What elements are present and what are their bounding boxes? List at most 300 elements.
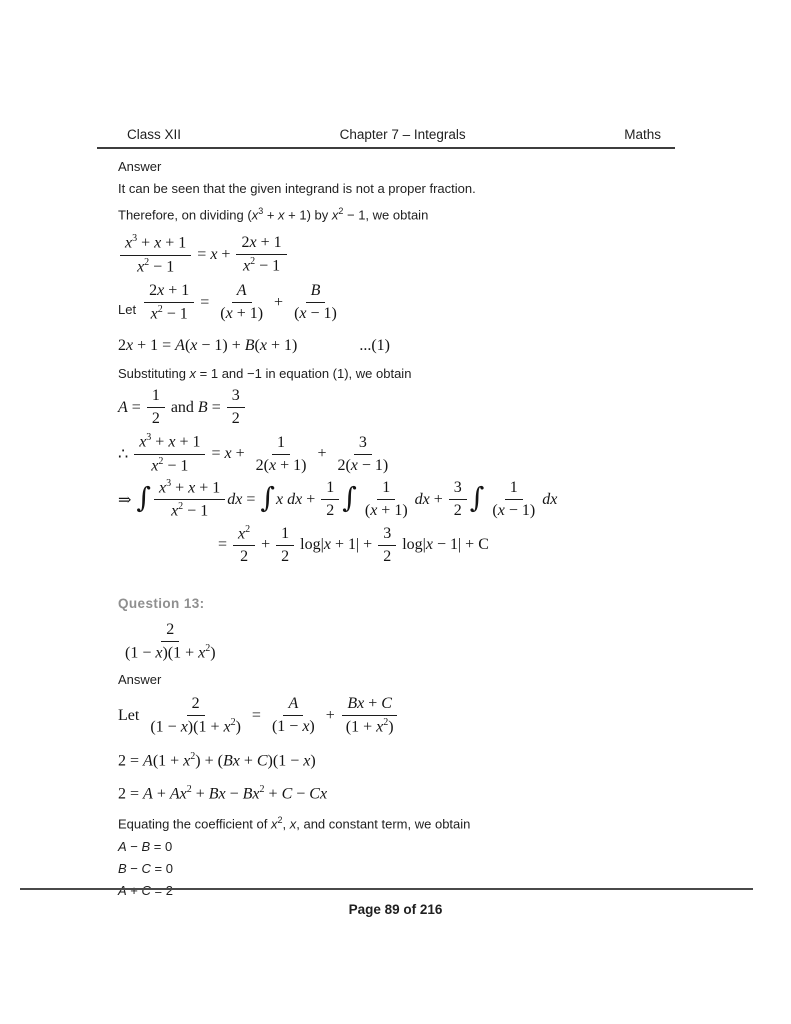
header-class-label: Class XII — [127, 127, 182, 142]
fraction — [120, 233, 191, 277]
text-run: + — [217, 246, 235, 264]
fraction-denominator — [166, 500, 213, 521]
text-run: x — [331, 207, 339, 223]
fraction-denominator — [238, 255, 285, 276]
text-run: (1 + — [345, 718, 377, 736]
text-run: 2 — [383, 547, 392, 565]
text-run: x — [223, 718, 231, 736]
text-run: + 1 — [161, 234, 187, 252]
text-run: + 1) by — [284, 207, 332, 223]
text-run: − 1 — [183, 502, 209, 520]
fraction-denominator — [147, 408, 165, 429]
question-13-heading: Question 13: — [118, 595, 205, 611]
text-run: ⇒ — [118, 491, 136, 509]
text-run: A — [175, 337, 185, 355]
text-run: = — [196, 293, 214, 311]
text-run: x — [139, 433, 147, 451]
text-run: ∴ — [118, 446, 133, 464]
fraction — [267, 694, 320, 737]
text-run: x — [154, 234, 162, 252]
integral-icon: ∫ — [136, 480, 151, 514]
text-run: ( — [220, 305, 226, 323]
text-run: 2 — [231, 410, 240, 428]
text-run: ( — [294, 305, 300, 323]
superscript: 2 — [178, 501, 184, 513]
text-run: x — [155, 644, 163, 662]
text-run: x — [125, 234, 133, 252]
fraction-denominator — [146, 303, 193, 324]
fraction-numerator — [147, 386, 165, 408]
fraction-numerator — [236, 233, 286, 255]
text-run: 2 — [149, 281, 158, 299]
text-run: x — [151, 456, 159, 474]
text-run: Cx — [309, 785, 328, 803]
math-run — [118, 744, 316, 774]
text-run: 2 — [240, 547, 249, 565]
fraction-denominator — [276, 546, 294, 567]
text-run: B — [197, 398, 208, 416]
superscript: 2 — [157, 303, 163, 315]
equation-partial-fractions-row — [118, 281, 680, 324]
text-run: = — [247, 706, 265, 724]
text-run: C — [381, 695, 392, 713]
text-run: )(1 − — [267, 751, 304, 769]
fraction-numerator — [283, 694, 303, 716]
fraction — [145, 694, 246, 737]
text-run: x — [188, 479, 196, 497]
math-run — [415, 491, 447, 509]
text-run: B — [118, 860, 127, 876]
text-run: 3 — [383, 524, 392, 542]
text-run: log| — [296, 536, 324, 554]
text-run: + — [302, 490, 320, 508]
text-run: )(1 + — [162, 644, 199, 662]
math-run — [207, 445, 248, 463]
text-run: x — [210, 246, 218, 264]
body-paragraph — [118, 363, 680, 385]
fraction-numerator — [272, 433, 290, 455]
text-run: A — [143, 785, 153, 803]
text-run: = — [218, 536, 232, 554]
text-run: Therefore, on dividing ( — [118, 207, 252, 223]
text-run: x — [350, 456, 358, 474]
text-run: A — [118, 398, 128, 416]
fraction-numerator — [187, 694, 205, 716]
text-run: A — [118, 882, 127, 898]
text-run: + — [126, 882, 142, 898]
text-run: x — [126, 337, 134, 355]
text-run: 3 — [358, 433, 367, 451]
fraction — [227, 386, 245, 429]
text-run: + — [429, 490, 447, 508]
fraction — [378, 524, 396, 567]
text-run: 2 — [151, 410, 160, 428]
superscript: 2 — [158, 455, 164, 467]
fraction-numerator — [306, 281, 326, 303]
text-run: Bx — [208, 785, 226, 803]
superscript: 2 — [259, 783, 265, 795]
text-run: x — [190, 337, 198, 355]
equation-a-b-values — [118, 386, 680, 429]
fraction — [332, 433, 393, 476]
fraction-denominator — [132, 256, 179, 277]
fraction-denominator — [145, 716, 246, 737]
text-run: B — [141, 838, 151, 854]
text-run: x — [157, 281, 165, 299]
fraction-denominator — [146, 455, 193, 476]
superscript: 3 — [258, 206, 264, 216]
math-run — [118, 707, 143, 725]
fraction-denominator — [251, 455, 312, 476]
text-run: x — [168, 433, 176, 451]
math-run — [398, 536, 489, 554]
fraction-denominator — [360, 500, 413, 521]
fraction-denominator — [449, 500, 467, 521]
equation-question-13-integrand — [118, 620, 680, 663]
fraction-numerator — [120, 233, 191, 255]
text-run: − 1 — [197, 337, 223, 355]
math-run — [193, 246, 234, 264]
text-run: + — [313, 445, 331, 463]
text-run: = 0 — [150, 860, 173, 876]
text-run: 1 — [277, 433, 286, 451]
text-run: + 1 — [195, 479, 221, 497]
text-run: (1 − — [271, 718, 303, 736]
text-run: + — [239, 751, 257, 769]
text-run: + — [151, 433, 169, 451]
text-run: ) — [210, 644, 216, 662]
math-run — [218, 536, 231, 554]
text-run: + — [321, 706, 339, 724]
fraction-numerator — [154, 478, 225, 500]
fraction-denominator — [378, 546, 396, 567]
fraction-numerator — [227, 386, 245, 408]
math-run — [118, 777, 327, 807]
text-run: ) — [235, 718, 241, 736]
fraction-numerator — [342, 694, 397, 716]
page-content — [118, 156, 680, 902]
text-run: + — [191, 785, 209, 803]
fraction — [289, 281, 342, 324]
text-run: , and constant term, we obtain — [296, 816, 471, 832]
fraction — [251, 433, 312, 476]
answer-label: Answer — [118, 159, 162, 174]
superscript: 2 — [190, 750, 196, 762]
equation-therefore-decomposition — [118, 432, 680, 476]
fraction-denominator — [289, 303, 342, 324]
text-run: Bx — [242, 785, 260, 803]
text-run: x — [171, 502, 179, 520]
text-run: + 1 = — [133, 337, 176, 355]
text-run: Let — [118, 706, 144, 724]
equation-q13-identity — [118, 744, 680, 774]
text-run: 1 — [326, 479, 335, 497]
header-chapter-title: Chapter 7 – Integrals — [339, 127, 466, 142]
text-run: = 0 — [150, 838, 173, 854]
fraction-numerator — [377, 478, 395, 500]
coefficient-equation-2 — [118, 858, 680, 880]
text-run: A — [236, 282, 247, 300]
math-run — [296, 536, 376, 554]
fraction — [360, 478, 413, 521]
fraction-denominator — [120, 642, 221, 663]
text-run: + — [257, 536, 275, 554]
text-run: x — [224, 445, 232, 463]
text-run: + 1 — [175, 433, 201, 451]
superscript: 2 — [144, 256, 150, 268]
text-run: 1 — [509, 479, 518, 497]
text-run: 2 — [326, 502, 335, 520]
text-run: − — [126, 860, 142, 876]
text-run: x — [180, 718, 188, 736]
text-run: log| — [398, 536, 426, 554]
let-label: Let — [118, 302, 137, 318]
text-run: 3 — [453, 479, 462, 497]
text-run: + 1) — [377, 502, 408, 520]
text-run: − 1, we obtain — [343, 207, 429, 223]
text-run: A — [118, 838, 127, 854]
text-run: 2( — [337, 456, 351, 474]
text-run: − 1| + C — [432, 536, 489, 554]
text-run: x — [497, 502, 505, 520]
page-header — [97, 127, 675, 149]
text-run: A — [143, 751, 153, 769]
equation-integral-expansion — [118, 478, 680, 522]
fraction-denominator — [321, 500, 339, 521]
fraction-denominator — [267, 716, 320, 737]
text-run: x — [425, 536, 433, 554]
math-run — [118, 399, 145, 417]
text-run: ) — [309, 718, 315, 736]
text-run: dx — [287, 490, 303, 508]
fraction — [321, 478, 339, 521]
text-run: ) — [388, 718, 394, 736]
text-run: = — [193, 246, 211, 264]
math-run — [118, 490, 135, 510]
text-run: x — [159, 479, 167, 497]
text-run: − 1) — [504, 502, 536, 520]
page-number: Page 89 of 216 — [348, 902, 443, 917]
text-run: C — [141, 882, 151, 898]
math-run — [248, 707, 265, 725]
text-run: Substituting — [118, 366, 190, 382]
fraction-denominator — [215, 303, 268, 324]
text-run: = 1 and −1 in equation (1), we obtain — [196, 366, 412, 382]
superscript: 2 — [383, 717, 389, 729]
text-run: 1 — [281, 524, 290, 542]
equation-division-result — [118, 233, 680, 277]
footer-divider — [20, 888, 753, 890]
text-run: − 1 — [255, 257, 281, 275]
fraction-numerator — [354, 433, 372, 455]
text-run: ...(1) — [359, 337, 390, 355]
fraction — [154, 478, 225, 522]
text-run: x — [268, 456, 277, 474]
text-run: x — [299, 305, 307, 323]
text-run: 1 — [151, 387, 160, 405]
text-run: Ax — [169, 785, 187, 803]
text-run: ) — [292, 337, 298, 355]
fraction — [215, 281, 268, 324]
text-run: ) + — [222, 337, 245, 355]
text-run: ( — [184, 337, 191, 355]
body-paragraph: It can be seen that the given integrand is not a proper fraction. — [118, 181, 476, 196]
text-run: − 1) — [357, 456, 389, 474]
text-run: + — [152, 785, 170, 803]
math-run — [118, 334, 297, 358]
text-run: B — [244, 337, 255, 355]
text-run: x — [276, 490, 284, 508]
equation-q13-partial-fractions — [118, 694, 680, 737]
math-run — [257, 536, 274, 554]
fraction-denominator — [487, 500, 540, 521]
math-run — [227, 491, 259, 509]
fraction — [144, 281, 194, 324]
text-run: = — [207, 398, 225, 416]
text-run: 2( — [255, 456, 269, 474]
fraction-numerator — [505, 478, 523, 500]
math-run — [270, 294, 287, 312]
superscript: 3 — [146, 432, 152, 444]
fraction-numerator — [161, 620, 179, 642]
text-run: C — [256, 751, 268, 769]
fraction-numerator — [232, 281, 252, 303]
text-run: 2 — [241, 234, 250, 252]
coefficient-equation-3 — [118, 880, 680, 902]
superscript: 2 — [338, 206, 344, 216]
fraction-numerator — [134, 432, 205, 454]
text-run: ( — [364, 502, 371, 520]
text-run: + 1| + — [330, 536, 377, 554]
superscript: 2 — [186, 783, 192, 795]
text-run: , — [282, 816, 290, 832]
text-run: Equating the coefficient of — [118, 816, 271, 832]
fraction-denominator — [332, 455, 393, 476]
text-run: x — [189, 366, 197, 382]
equation-q13-expanded — [118, 777, 680, 807]
text-run: + — [171, 479, 189, 497]
text-run: x — [242, 257, 251, 275]
text-run: + 1 — [256, 234, 282, 252]
text-run: (1 − — [150, 718, 181, 736]
text-run: dx — [227, 490, 243, 508]
body-paragraph — [118, 809, 680, 835]
fraction-denominator — [341, 716, 399, 737]
text-run: 2 = — [118, 751, 144, 769]
text-run: − 1 — [162, 305, 188, 323]
text-run: + — [364, 695, 382, 713]
text-run: 2 = — [118, 785, 144, 803]
text-run: x — [323, 536, 331, 554]
text-run: x — [259, 337, 267, 355]
superscript: 2 — [245, 523, 251, 535]
text-run: x — [289, 816, 297, 832]
text-run: x — [225, 305, 233, 323]
fraction-denominator — [227, 408, 245, 429]
equation-identity-1 — [118, 334, 680, 358]
math-run — [118, 444, 132, 464]
text-run: = — [242, 490, 260, 508]
text-run: ( — [492, 502, 498, 520]
text-run: Bx — [347, 695, 365, 713]
text-run: (1 − — [125, 644, 156, 662]
superscript: 2 — [230, 717, 236, 729]
text-run: x — [150, 305, 158, 323]
fraction-numerator — [321, 478, 339, 500]
text-run: x — [302, 718, 310, 736]
fraction-numerator — [233, 524, 255, 546]
fraction — [120, 620, 221, 663]
math-run — [322, 707, 339, 725]
text-run: )(1 + — [187, 718, 224, 736]
fraction-denominator — [235, 546, 253, 567]
text-run: − — [225, 785, 243, 803]
text-run: C — [141, 860, 151, 876]
text-run: + 1 — [266, 337, 293, 355]
equation-integral-result — [218, 524, 680, 567]
text-run: + — [263, 207, 279, 223]
text-run: x — [376, 718, 384, 736]
fraction — [236, 233, 286, 276]
text-run: + — [137, 234, 155, 252]
text-run: x — [278, 207, 285, 223]
text-run: x — [370, 502, 378, 520]
body-paragraph — [118, 200, 680, 226]
text-run: x — [251, 207, 259, 223]
fraction — [341, 694, 399, 737]
text-run: 1 — [382, 479, 391, 497]
text-run: 2 — [281, 547, 290, 565]
fraction — [487, 478, 540, 521]
text-run: B — [310, 282, 321, 300]
text-run: = 2 — [150, 882, 173, 898]
text-run: − — [126, 838, 142, 854]
text-run: ) + ( — [195, 751, 223, 769]
superscript: 2 — [277, 815, 283, 826]
text-run: 2 — [191, 695, 200, 713]
text-run: x — [137, 257, 145, 275]
text-run: ( — [254, 337, 260, 355]
text-run: 2 — [118, 337, 126, 355]
text-run: ) — [310, 751, 316, 769]
text-run: x — [249, 234, 257, 252]
text-run: dx — [542, 490, 558, 508]
text-run: 2 — [453, 502, 462, 520]
superscript: 3 — [166, 477, 172, 489]
superscript: 2 — [205, 642, 211, 654]
text-run: x — [183, 751, 191, 769]
text-run: 3 — [231, 387, 240, 405]
superscript: 3 — [132, 233, 138, 245]
superscript: 2 — [250, 256, 256, 268]
fraction — [276, 524, 294, 567]
text-run: and — [166, 398, 198, 416]
fraction-numerator — [449, 478, 467, 500]
text-run: x — [303, 751, 311, 769]
fraction — [147, 386, 165, 429]
fraction — [134, 432, 205, 476]
math-run — [167, 399, 225, 417]
equation-partial-fractions — [142, 281, 344, 324]
integral-icon: ∫ — [469, 480, 485, 514]
text-run: = — [207, 445, 225, 463]
integral-icon: ∫ — [342, 480, 357, 514]
fraction — [233, 524, 255, 567]
text-run: − 1 — [149, 257, 175, 275]
text-run: + — [270, 293, 288, 311]
text-run: x — [270, 816, 278, 832]
text-run: = — [127, 398, 145, 416]
